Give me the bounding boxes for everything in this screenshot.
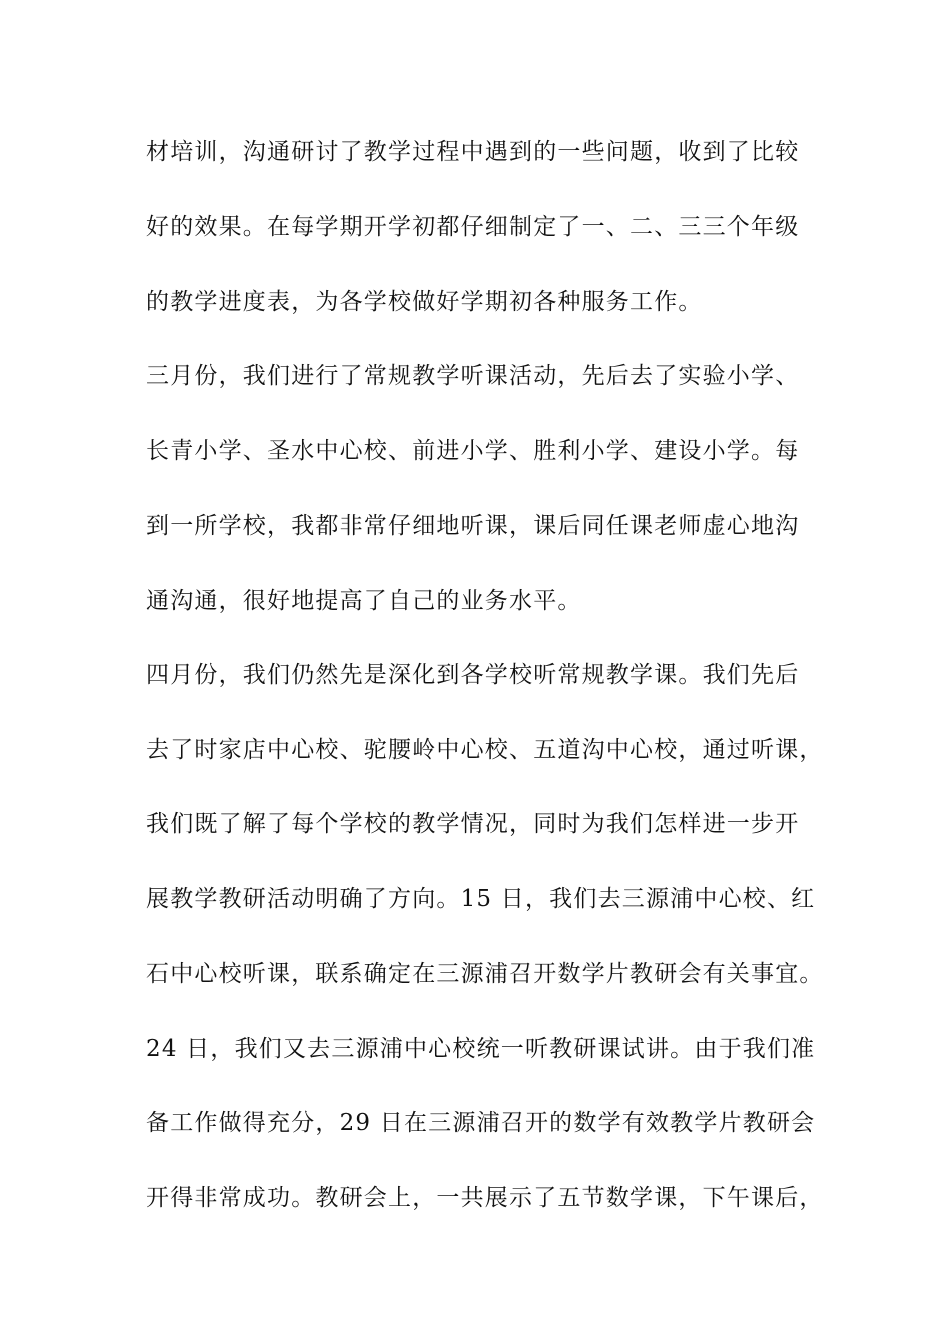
text-line: 24 日，我们又去三源浦中心校统一听教研课试讲。由于我们准 bbox=[146, 1036, 816, 1062]
text-line: 石中心校听课，联系确定在三源浦召开数学片教研会有关事宜。 bbox=[146, 961, 824, 987]
text-line: 长青小学、圣水中心校、前进小学、胜利小学、建设小学。每 bbox=[146, 438, 800, 464]
text-line: 四月份，我们仍然先是深化到各学校听常规教学课。我们先后 bbox=[146, 662, 800, 688]
text-line: 我们既了解了每个学校的教学情况，同时为我们怎样进一步开 bbox=[146, 811, 800, 837]
text-line: 到一所学校，我都非常仔细地听课，课后同任课老师虚心地沟 bbox=[146, 513, 800, 539]
text-line: 展教学教研活动明确了方向。15 日，我们去三源浦中心校、红 bbox=[146, 886, 816, 912]
text-line: 开得非常成功。教研会上，一共展示了五节数学课，下午课后， bbox=[146, 1185, 824, 1211]
text-line: 备工作做得充分，29 日在三源浦召开的数学有效教学片教研会 bbox=[146, 1110, 816, 1136]
text-line: 通沟通，很好地提高了自己的业务水平。 bbox=[146, 588, 582, 614]
text-line: 的教学进度表，为各学校做好学期初各种服务工作。 bbox=[146, 289, 703, 315]
text-line: 三月份，我们进行了常规教学听课活动，先后去了实验小学、 bbox=[146, 363, 800, 389]
text-line: 好的效果。在每学期开学初都仔细制定了一、二、三三个年级 bbox=[146, 214, 800, 240]
text-line: 材培训，沟通研讨了教学过程中遇到的一些问题，收到了比较 bbox=[146, 139, 800, 165]
text-line: 去了时家店中心校、驼腰岭中心校、五道沟中心校，通过听课， bbox=[146, 737, 824, 763]
